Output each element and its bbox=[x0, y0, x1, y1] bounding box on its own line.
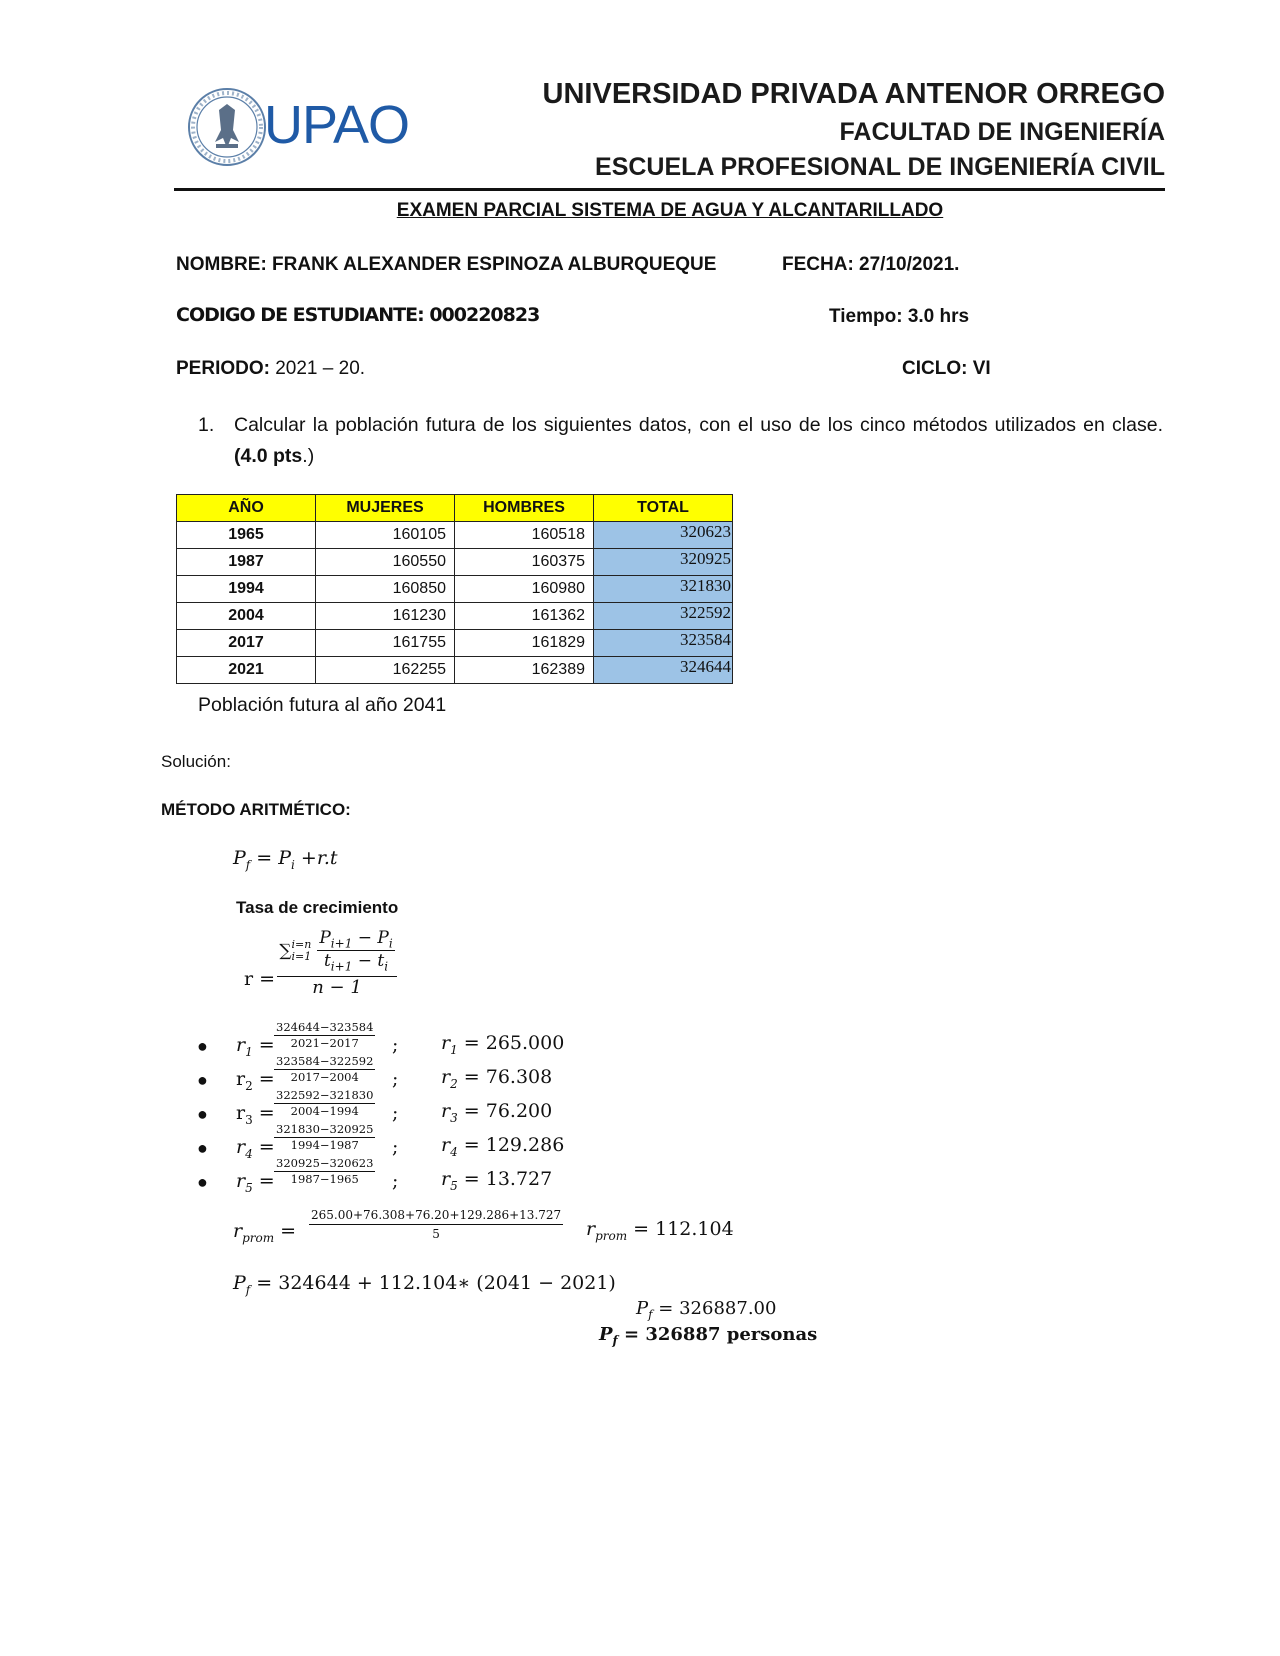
rate-row-r2: ● $r_2$ = $\frac{323584-322592}{2017-2004}$ ; $r_2 = 76.308$ bbox=[197, 1054, 553, 1093]
student-code: CODIGO DE ESTUDIANTE: 000220823 bbox=[176, 304, 540, 326]
table-row bbox=[177, 657, 733, 684]
cell-total: 321830 bbox=[594, 576, 733, 603]
rate-row-r4: ● $r_4$ = $\frac{321830-320925}{1994-1987}$ ; $r_4 = 129.286$ bbox=[197, 1122, 565, 1161]
period-value: 2021 – 20. bbox=[269, 358, 366, 379]
exam-time: Tiempo: 3.0 hrs bbox=[829, 306, 970, 327]
cell-women: 161230 bbox=[316, 603, 455, 630]
cell-men: 161362 bbox=[455, 603, 594, 630]
column-header-men: HOMBRES bbox=[455, 495, 594, 522]
column-header-women: MUJERES bbox=[316, 495, 455, 522]
cell-men: 162389 bbox=[455, 657, 594, 684]
cell-women: 160105 bbox=[316, 522, 455, 549]
cell-women: 161755 bbox=[316, 630, 455, 657]
bullet-icon: ● bbox=[197, 1172, 208, 1192]
pf-value-number: 326887.00 bbox=[679, 1298, 777, 1319]
bullet-icon: ● bbox=[197, 1138, 208, 1158]
bullet-icon: ● bbox=[197, 1070, 208, 1090]
rate-row-r3: ● $r_3$ = $\frac{322592-321830}{2004-1994}$ ; $r_3 = 76.200$ bbox=[197, 1088, 553, 1127]
rate-fraction: $\frac{324644-323584}{2021-2017}$ bbox=[276, 1020, 374, 1050]
bullet-icon: ● bbox=[197, 1036, 208, 1056]
rate-average-result: 112.104 bbox=[655, 1218, 734, 1240]
rate-fraction: $\frac{321830-320925}{1994-1987}$ bbox=[276, 1122, 374, 1152]
question-body: Calcular la población futura de los siguientes datos, con el uso de los cinco métodos utilizados en clase. bbox=[234, 414, 1163, 436]
rate-result: 13.727 bbox=[485, 1168, 553, 1190]
future-population-label: Población futura al año 2041 bbox=[198, 694, 447, 716]
university-seal-icon bbox=[186, 86, 268, 168]
rate-result: 76.308 bbox=[485, 1066, 553, 1088]
university-name: UNIVERSIDAD PRIVADA ANTENOR ORREGO bbox=[542, 78, 1165, 110]
pf-final-result: $P_f = 326887$ personas bbox=[599, 1324, 818, 1348]
rate-result: 76.200 bbox=[485, 1100, 553, 1122]
table-row bbox=[177, 630, 733, 657]
cell-total: 323584 bbox=[594, 630, 733, 657]
period bbox=[176, 358, 365, 380]
cell-year: 1994 bbox=[177, 576, 316, 603]
pf-value: $P_f = 326887.00$ bbox=[636, 1298, 777, 1322]
cycle: CICLO: VI bbox=[902, 358, 991, 379]
rate-row-r5: ● $r_5$ = $\frac{320925-320623}{1987-1965}$ ; $r_5 = 13.727$ bbox=[197, 1156, 553, 1195]
rate-result: 129.286 bbox=[485, 1134, 565, 1156]
method-title: MÉTODO ARITMÉTICO: bbox=[161, 800, 351, 819]
cell-total: 322592 bbox=[594, 603, 733, 630]
cell-women: 160850 bbox=[316, 576, 455, 603]
bullet-icon: ● bbox=[197, 1104, 208, 1124]
rate-formula-fraction: ∑i=n i=1 $\frac{P_{i+1} - P_i}{t_{i+1} - t_i}$ n − 1 bbox=[272, 928, 402, 998]
header-divider bbox=[174, 188, 1165, 191]
rate-result: 265.000 bbox=[485, 1032, 565, 1054]
pf-final-value: 326887 personas bbox=[645, 1324, 818, 1345]
question-points-close: .) bbox=[302, 445, 315, 467]
formula-pf: $P_f = P_i +r.t$ bbox=[233, 847, 338, 872]
school-name: ESCUELA PROFESIONAL DE INGENIERÍA CIVIL bbox=[595, 153, 1165, 181]
cell-men: 160980 bbox=[455, 576, 594, 603]
cell-women: 162255 bbox=[316, 657, 455, 684]
column-header-total: TOTAL bbox=[594, 495, 733, 522]
table-row bbox=[177, 576, 733, 603]
cell-year: 1965 bbox=[177, 522, 316, 549]
logo-text: UPAO bbox=[264, 95, 410, 155]
cell-year: 2004 bbox=[177, 603, 316, 630]
cell-men: 161829 bbox=[455, 630, 594, 657]
cell-women: 160550 bbox=[316, 549, 455, 576]
population-table bbox=[176, 494, 733, 684]
rate-row-r1: ● $r_1$ = $\frac{324644-323584}{2021-2017}$ ; $r_1 = 265.000$ bbox=[197, 1020, 565, 1059]
cell-year: 2017 bbox=[177, 630, 316, 657]
rate-fraction: $\frac{323584-322592}{2017-2004}$ bbox=[276, 1054, 374, 1084]
rate-average-fraction: $\frac{265.00+76.308+76.20+129.286+13.727}{5}$ bbox=[311, 1208, 562, 1241]
student-name: NOMBRE: FRANK ALEXANDER ESPINOZA ALBURQUEQUE bbox=[176, 254, 717, 275]
cell-total: 320925 bbox=[594, 549, 733, 576]
question-text bbox=[234, 410, 1163, 472]
cell-men: 160375 bbox=[455, 549, 594, 576]
question-points: (4.0 pts bbox=[234, 445, 303, 467]
growth-rate-label: Tasa de crecimiento bbox=[236, 898, 399, 917]
upao-logo bbox=[186, 86, 410, 172]
period-label: PERIODO: bbox=[176, 358, 270, 379]
exam-title: EXAMEN PARCIAL SISTEMA DE AGUA Y ALCANTARILLADO bbox=[396, 200, 944, 221]
table-row bbox=[177, 549, 733, 576]
column-header-year: AÑO bbox=[177, 495, 316, 522]
table-header-row bbox=[177, 495, 733, 522]
cell-men: 160518 bbox=[455, 522, 594, 549]
rate-fraction: $\frac{322592-321830}{2004-1994}$ bbox=[276, 1088, 374, 1118]
cell-total: 324644 bbox=[594, 657, 733, 684]
rate-fraction: $\frac{320925-320623}{1987-1965}$ bbox=[276, 1156, 374, 1186]
question-1 bbox=[198, 410, 1163, 472]
question-number: 1. bbox=[198, 414, 215, 436]
faculty-name: FACULTAD DE INGENIERÍA bbox=[839, 118, 1165, 146]
table-row bbox=[177, 603, 733, 630]
pf-calculation: $P_f = 324644$ + 112.104∗ (2041 − 2021) bbox=[233, 1272, 616, 1297]
cell-year: 2021 bbox=[177, 657, 316, 684]
table-row bbox=[177, 522, 733, 549]
cell-year: 1987 bbox=[177, 549, 316, 576]
exam-date: FECHA: 27/10/2021. bbox=[782, 254, 960, 275]
cell-total: 320623 bbox=[594, 522, 733, 549]
solution-label: Solución: bbox=[161, 752, 231, 771]
pf-calculation-expr: 324644 + 112.104∗ (2041 − 2021) bbox=[278, 1272, 616, 1294]
